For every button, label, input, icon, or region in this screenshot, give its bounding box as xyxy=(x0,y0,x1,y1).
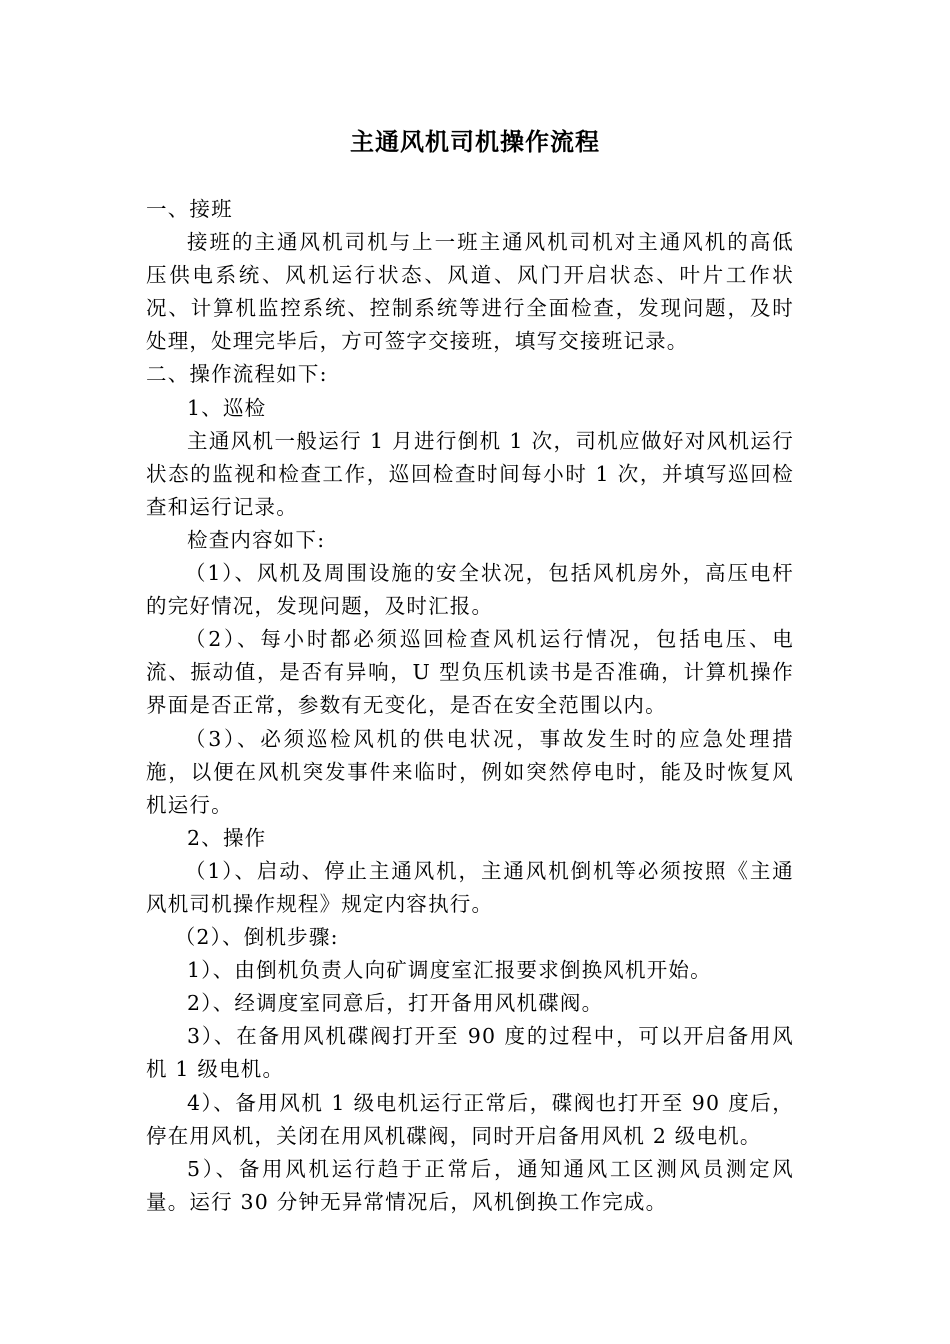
list-item-inspection-2: （2）、每小时都必须巡回检查风机运行情况，包括电压、电流、振动值，是否有异响，U 型负压机读书是否准确，计算机操作界面是否正常，参数有无变化，是否在安全范围以内。 xyxy=(146,627,794,718)
document-body xyxy=(146,193,794,1219)
paragraph-inspection-items-intro: 检查内容如下: xyxy=(187,527,326,552)
list-item-operation-1: （1）、启动、停止主通风机，主通风机倒机等必须按照《主通风机司机操作规程》规定内容执行。 xyxy=(146,858,794,916)
section-heading-handover: 一、接班 xyxy=(146,197,233,221)
section-heading-procedure: 二、操作流程如下: xyxy=(146,362,328,387)
step-item-2: 2）、经调度室同意后，打开备用风机碟阀。 xyxy=(187,991,604,1016)
list-item-inspection-3: （3）、必须巡检风机的供电状况，事故发生时的应急处理措施，以便在风机突发事件来临时，例如突然停电时，能及时恢复风机运行。 xyxy=(146,726,794,817)
paragraph-inspection: 主通风机一般运行 1 月进行倒机 1 次，司机应做好对风机运行状态的监视和检查工作，巡回检查时间每小时 1 次，并填写巡回检查和运行记录。 xyxy=(146,428,794,519)
step-item-3: 3）、在备用风机碟阀打开至 90 度的过程中，可以开启备用风机 1 级电机。 xyxy=(146,1024,794,1082)
document-title: 主通风机司机操作流程 xyxy=(350,127,600,156)
subsection-heading-operation: 2、操作 xyxy=(187,825,267,850)
paragraph-handover: 接班的主通风机司机与上一班主通风机司机对主通风机的高低压供电系统、风机运行状态、风道、风门开启状态、叶片工作状况、计算机监控系统、控制系统等进行全面检查，发现问题，及时处理，处理完毕后，方可签字交接班，填写交接班记录。 xyxy=(146,230,794,354)
list-item-inspection-1: （1）、风机及周围设施的安全状况，包括风机房外，高压电杆的完好情况，发现问题，及时汇报。 xyxy=(146,561,794,619)
subsection-heading-inspection: 1、巡检 xyxy=(187,395,267,420)
list-item-operation-2: （2）、倒机步骤: xyxy=(174,925,339,950)
step-item-1: 1）、由倒机负责人向矿调度室汇报要求倒换风机开始。 xyxy=(187,958,712,983)
step-item-4: 4）、备用风机 1 级电机运行正常后，碟阀也打开至 90 度后，停在用风机，关闭在用风机碟阀，同时开启备用风机 2 级电机。 xyxy=(146,1090,794,1148)
step-item-5: 5）、备用风机运行趋于正常后，通知通风工区测风员测定风量。运行 30 分钟无异常情况后，风机倒换工作完成。 xyxy=(146,1156,794,1214)
